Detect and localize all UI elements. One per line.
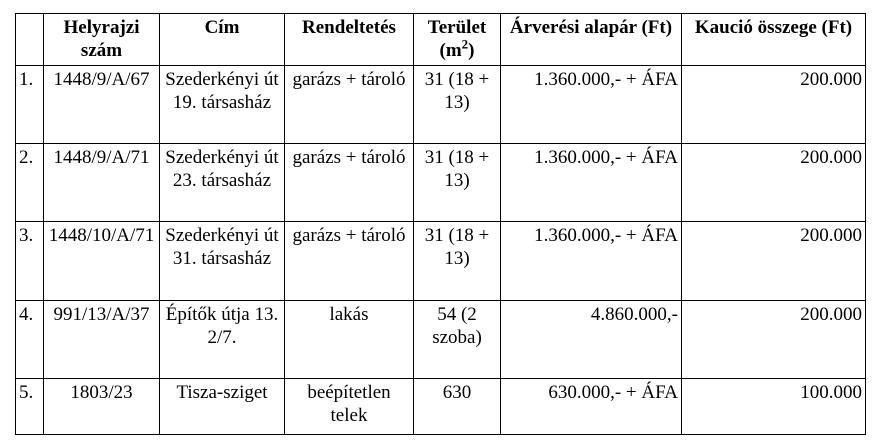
- cell-arveresi-alapar: 1.360.000,- + ÁFA: [501, 144, 682, 222]
- header-terulet-text: Terület (m: [427, 17, 487, 61]
- cell-cim: Szederkényi út 19. társasház: [160, 66, 285, 144]
- cell-kaucio: 100.000: [682, 378, 866, 434]
- table-row: [16, 222, 866, 300]
- header-terulet: [414, 14, 501, 66]
- header-kaucio: Kaució összege (Ft): [682, 14, 866, 66]
- cell-cim: Tisza-sziget: [160, 378, 285, 434]
- cell-terulet: 31 (18 + 13): [414, 144, 501, 222]
- row-number: 2.: [16, 144, 44, 222]
- cell-rendeltetes: lakás: [285, 300, 414, 378]
- table-row: [16, 300, 866, 378]
- header-terulet-sup: 2: [461, 36, 469, 52]
- cell-terulet: 630: [414, 378, 501, 434]
- cell-cim: Szederkényi út 23. társasház: [160, 144, 285, 222]
- cell-helyrajzi-szam: 991/13/A/37: [44, 300, 160, 378]
- cell-arveresi-alapar: 4.860.000,-: [501, 300, 682, 378]
- cell-kaucio: 200.000: [682, 222, 866, 300]
- header-arveresi-alapar: Árverési alapár (Ft): [501, 14, 682, 66]
- cell-helyrajzi-szam: 1448/9/A/67: [44, 66, 160, 144]
- header-rendeltetes: Rendeltetés: [285, 14, 414, 66]
- cell-helyrajzi-szam: 1448/10/A/71: [44, 222, 160, 300]
- cell-arveresi-alapar: 1.360.000,- + ÁFA: [501, 66, 682, 144]
- cell-helyrajzi-szam: 1448/9/A/71: [44, 144, 160, 222]
- row-number: 3.: [16, 222, 44, 300]
- header-helyrajzi-szam: Helyrajzi szám: [44, 14, 160, 66]
- row-number: 1.: [16, 66, 44, 144]
- cell-arveresi-alapar: 630.000,- + ÁFA: [501, 378, 682, 434]
- cell-terulet: 54 (2 szoba): [414, 300, 501, 378]
- cell-kaucio: 200.000: [682, 144, 866, 222]
- cell-cim: Szederkényi út 31. társasház: [160, 222, 285, 300]
- row-number: 5.: [16, 378, 44, 434]
- header-index: [16, 14, 44, 66]
- cell-rendeltetes: beépítetlen telek: [285, 378, 414, 434]
- header-terulet-close: ): [468, 40, 475, 61]
- table-row: [16, 144, 866, 222]
- row-number: 4.: [16, 300, 44, 378]
- header-row: [16, 14, 866, 66]
- cell-rendeltetes: garázs + tároló: [285, 66, 414, 144]
- table-row: [16, 66, 866, 144]
- cell-terulet: 31 (18 + 13): [414, 222, 501, 300]
- cell-arveresi-alapar: 1.360.000,- + ÁFA: [501, 222, 682, 300]
- cell-terulet: 31 (18 + 13): [414, 66, 501, 144]
- cell-cim: Építők útja 13. 2/7.: [160, 300, 285, 378]
- cell-kaucio: 200.000: [682, 66, 866, 144]
- cell-rendeltetes: garázs + tároló: [285, 222, 414, 300]
- cell-rendeltetes: garázs + tároló: [285, 144, 414, 222]
- cell-helyrajzi-szam: 1803/23: [44, 378, 160, 434]
- cell-kaucio: 200.000: [682, 300, 866, 378]
- header-cim: Cím: [160, 14, 285, 66]
- auction-table: [15, 13, 866, 435]
- table-row: [16, 378, 866, 434]
